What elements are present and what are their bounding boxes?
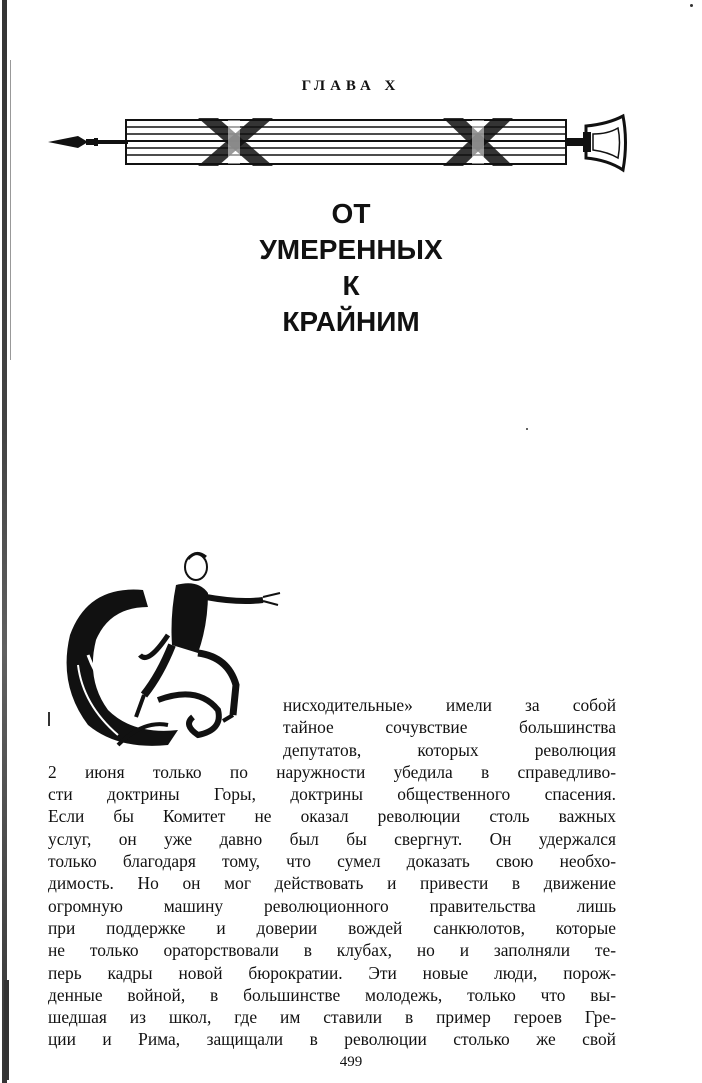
fasces-icon — [126, 118, 566, 166]
body-line: ции и Рима, защищали в революции столько же свой — [48, 1029, 616, 1050]
fasces-ornament-icon — [48, 108, 628, 178]
title-line-3: К — [342, 270, 360, 301]
body-line: димость. Но он мог действовать и привести в движение — [48, 873, 616, 894]
body-line: нисходительные» имели за собой — [283, 695, 616, 715]
body-text — [48, 694, 616, 1051]
body-line: денные войной, в большинстве молодежь, только что вы- — [48, 984, 616, 1005]
scan-speck — [48, 712, 50, 726]
body-line: тайное сочувствие большинства — [283, 717, 616, 738]
chapter-label: ГЛАВА X — [301, 78, 401, 94]
title-line-1: ОТ — [331, 198, 371, 229]
spear-tip-icon — [48, 136, 128, 148]
body-line: шедшая из школ, где им ставили в пример героев Гре- — [48, 1007, 616, 1028]
body-line: не только ораторствовали в клубах, но и заполняли те- — [48, 940, 616, 961]
axe-head-icon — [566, 116, 626, 170]
body-line: при поддержке и доверии вождей санкюлотов, которые — [48, 917, 616, 938]
body-line: огромную машину революционного правительства лишь — [48, 895, 616, 916]
body-line: депутатов, которых революция — [283, 739, 616, 760]
body-line: Если бы Комитет не оказал революции столь важных — [48, 806, 616, 827]
page-number: 499 — [339, 1054, 363, 1070]
scan-edge — [2, 0, 7, 1083]
chapter-title — [0, 196, 702, 340]
title-line-4: КРАЙНИМ — [282, 306, 420, 337]
body-line: только благодаря тому, что сумел доказать свою необхо- — [48, 851, 616, 872]
body-line: 2 июня только по наружности убедила в справедливо- — [48, 761, 616, 782]
scan-speck — [690, 4, 693, 7]
body-line: перь кадры новой бюрократии. Эти новые люди, порож- — [48, 962, 616, 983]
body-line: сти доктрины Горы, доктрины общественного спасения. — [48, 784, 616, 805]
scan-speck — [526, 428, 528, 430]
title-line-2: УМЕРЕННЫХ — [259, 234, 443, 265]
body-line: услуг, он уже давно был бы свергнут. Он удержался — [48, 828, 616, 849]
scan-edge-bottom — [4, 980, 9, 1080]
